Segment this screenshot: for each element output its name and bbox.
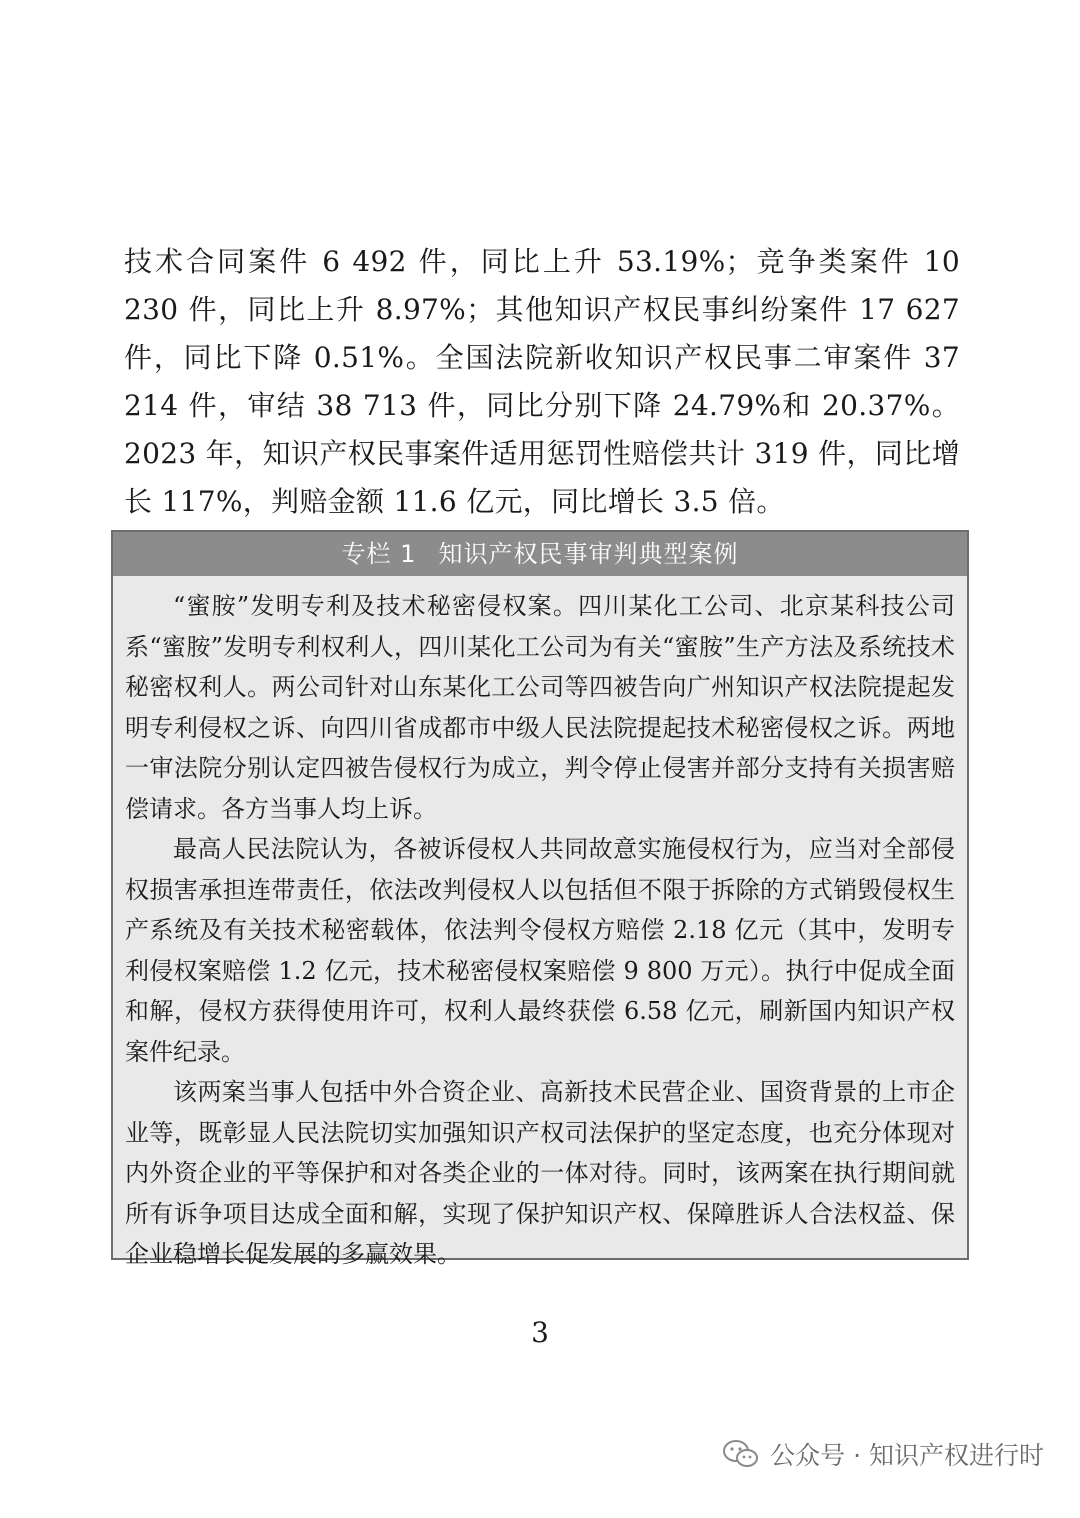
column-title: 知识产权民事审判典型案例	[438, 540, 739, 568]
column-label: 专栏 1	[341, 540, 417, 568]
watermark	[722, 1436, 1044, 1472]
page-number: 3	[531, 1316, 549, 1349]
case-column-box	[111, 530, 969, 1268]
column-body	[113, 576, 967, 1275]
wechat-icon	[722, 1438, 760, 1470]
column-paragraph-3: 该两案当事人包括中外合资企业、高新技术民营企业、国资背景的上市企业等，既彰显人民法院切实加强知识产权司法保护的坚定态度，也充分体现对内外资企业的平等保护和对各类企业的一体对待。同时，该两案在执行期间就所有诉争项目达成全面和解，实现了保护知识产权、保障胜诉人合法权益、保企业稳增长促发展的多赢效果。	[125, 1078, 955, 1268]
column-header	[113, 532, 967, 576]
body-paragraph: 技术合同案件 6 492 件，同比上升 53.19%；竞争类案件 10 230 件，同比上升 8.97%；其他知识产权民事纠纷案件 17 627 件，同比下降 0.51%。全国法院新收知识产权民事二审案件 37 214 件，审结 38 713 件，同比分别下降 24.79%和 20.37%。2023 年，知识产权民事案件适用惩罚性赔偿共计 319 件，同比增长 117%，判赔金额 11.6 亿元，同比增长 3.5 倍。	[124, 245, 960, 518]
watermark-text: 公众号 · 知识产权进行时	[770, 1441, 1044, 1470]
column-paragraph-2: 最高人民法院认为，各被诉侵权人共同故意实施侵权行为，应当对全部侵权损害承担连带责任，依法改判侵权人以包括但不限于拆除的方式销毁侵权生产系统及有关技术秘密载体，依法判令侵权方赔偿 2.18 亿元（其中，发明专利侵权案赔偿 1.2 亿元，技术秘密侵权案赔偿 9 800 万元）。执行中促成全面和解，侵权方获得使用许可，权利人最终获偿 6.58 亿元，刷新国内知识产权案件纪录。	[125, 835, 955, 1066]
column-paragraph-1: “蜜胺”发明专利及技术秘密侵权案。四川某化工公司、北京某科技公司系“蜜胺”发明专利权利人，四川某化工公司为有关“蜜胺”生产方法及系统技术秘密权利人。两公司针对山东某化工公司等四被告向广州知识产权法院提起发明专利侵权之诉、向四川省成都市中级人民法院提起技术秘密侵权之诉。两地一审法院分别认定四被告侵权行为成立，判令停止侵害并部分支持有关损害赔偿请求。各方当事人均上诉。	[125, 592, 955, 823]
